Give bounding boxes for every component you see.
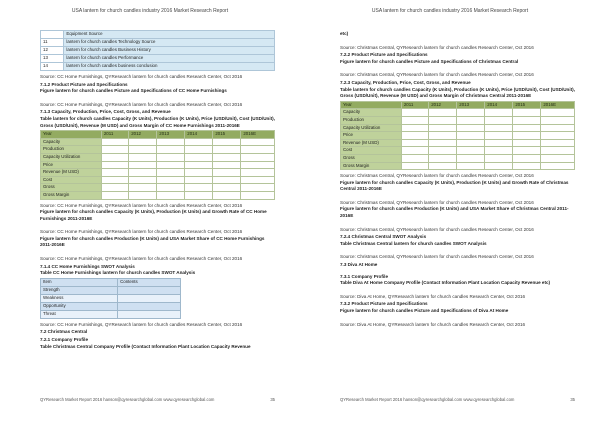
left-page-content bbox=[40, 30, 275, 350]
source-note: Source: Christmas Central, QYResearch lantern for church candles Research Center, Oct 2016 bbox=[340, 226, 534, 232]
row-label: Gross Margin bbox=[341, 162, 402, 170]
table-row bbox=[341, 132, 575, 140]
table-row bbox=[41, 47, 275, 55]
row-label: Revenue (M USD) bbox=[41, 169, 102, 177]
year-header: 2011 bbox=[401, 101, 428, 109]
year-header: 2012 bbox=[429, 101, 457, 109]
page-number: 35 bbox=[570, 397, 575, 402]
table-row bbox=[41, 161, 275, 169]
table-caption: Table Diva At Home Company Profile (Contact Information Plant Location Capacity Revenue etc) bbox=[340, 280, 551, 286]
swot-item: Weakness bbox=[41, 294, 118, 302]
year-header: 2011 bbox=[101, 131, 128, 139]
row-number: 13 bbox=[41, 55, 64, 63]
table-caption: Table CC Home Furnishings lantern for church candles SWOT Analysis bbox=[40, 270, 196, 276]
table-header-row bbox=[41, 131, 275, 139]
figure-caption: Figure lantern for church candles Picture and Specifications of Diva At Home bbox=[340, 308, 509, 313]
year-header: 2013 bbox=[157, 131, 185, 139]
table-row bbox=[41, 55, 275, 63]
figure-caption: Figure lantern for church candles Capacity (K Units), Production (K Units) and Growth Rate of Christmas Central 2011-2016E bbox=[340, 179, 569, 192]
row-label: Gross Margin bbox=[41, 191, 102, 199]
table-row bbox=[341, 124, 575, 132]
capacity-table bbox=[340, 101, 575, 170]
table-row bbox=[341, 154, 575, 162]
table-row bbox=[341, 162, 575, 170]
table-row bbox=[41, 286, 181, 294]
row-label: Cost bbox=[41, 176, 102, 184]
table-row bbox=[41, 310, 181, 318]
source-note: Source: CC Home Furnishings, QYResearch lantern for church candles Research Center, Oct 2016 bbox=[40, 229, 243, 235]
table-row bbox=[41, 169, 275, 177]
table-row bbox=[341, 109, 575, 117]
row-label: Gross bbox=[341, 154, 402, 162]
year-header: 2015 bbox=[513, 101, 541, 109]
table-row bbox=[41, 176, 275, 184]
table-row bbox=[41, 31, 275, 39]
row-label: Capacity Utilization bbox=[341, 124, 402, 132]
section-heading: 7.2.1 Company Profile bbox=[40, 337, 88, 343]
source-note: Source: CC Home Furnishings, QYResearch lantern for church candles Research Center, Oct 2016 bbox=[40, 321, 243, 327]
source-note: Source: CC Home Furnishings, QYResearch lantern for church candles Research Center, Oct 2016 bbox=[40, 256, 243, 262]
table-caption: Table Christmas Central lantern for church candles SWOT Analysis bbox=[340, 240, 487, 246]
footer-text: QYResearch Market Report 2016 hanson@qyresearchglobal.com www.qyresearchglobal.com bbox=[340, 397, 515, 402]
source-note: Source: CC Home Furnishings, QYResearch lantern for church candles Research Center, Oct 2016 bbox=[40, 74, 243, 79]
row-label: Gross bbox=[41, 184, 102, 192]
figure-caption: Figure lantern for church candles Picture and Specifications of CC Home Furnishings bbox=[40, 88, 227, 94]
row-label: Cost bbox=[341, 147, 402, 155]
table-row bbox=[341, 116, 575, 124]
swot-header: Contents bbox=[118, 278, 181, 286]
row-number: 14 bbox=[41, 63, 64, 71]
source-note: Source: Christmas Central, QYResearch lantern for church candles Research Center, Oct 2016 bbox=[340, 254, 534, 260]
row-text: lantern for church candles Performance bbox=[64, 55, 275, 63]
year-header: 2016E bbox=[241, 131, 275, 139]
row-label: Production bbox=[341, 116, 402, 124]
page-header: USA lantern for church candles industry 2016 Market Research Report bbox=[71, 8, 229, 14]
table-row bbox=[41, 302, 181, 310]
row-label: Production bbox=[41, 146, 102, 154]
figure-caption: Figure lantern for church candles Production (K Units) and USA Market Share of Christmas Central 2011-2016E bbox=[340, 206, 569, 219]
year-header: Year bbox=[41, 131, 102, 139]
source-note: Source: CC Home Furnishings, QYResearch lantern for church candles Research Center, Oct 2016 bbox=[40, 101, 243, 107]
table-row bbox=[41, 294, 181, 302]
row-label: Capacity Utilization bbox=[41, 153, 102, 161]
page-footer bbox=[40, 397, 275, 402]
source-note: Source: Diva At Home, QYResearch lantern for church candles Research Center, Oct 2016 bbox=[340, 321, 526, 327]
table-caption: Table lantern for church candles Capacity (K Units), Production (K Units), Price (USD/Unit), Cost (USD/Unit), Gross (USD/Unit), Revenue (M USD) and Gross Margin of CC Home Furnishings 2011-2016E bbox=[40, 115, 275, 128]
table-row bbox=[41, 146, 275, 154]
table-row bbox=[41, 191, 275, 199]
year-header: 2014 bbox=[185, 131, 213, 139]
year-header: Year bbox=[341, 101, 402, 109]
table-row bbox=[41, 184, 275, 192]
section-heading: 7.2.4 Christmas Central SWOT Analysis bbox=[340, 234, 427, 240]
row-label: Revenue (M USD) bbox=[341, 139, 402, 147]
source-note: Source: Christmas Central, QYResearch lantern for church candles Research Center, Oct 2016 bbox=[340, 199, 534, 205]
table-row bbox=[341, 147, 575, 155]
right-page-content bbox=[340, 30, 575, 328]
row-label: Capacity bbox=[41, 138, 102, 146]
right-page bbox=[300, 0, 600, 424]
table-caption: Table Christmas Central Company Profile (Contact Information Plant Location Capacity Revenue bbox=[40, 343, 251, 349]
year-header: 2014 bbox=[485, 101, 513, 109]
source-note: Source: Diva At Home, QYResearch lantern for church candles Research Center, Oct 2016 bbox=[340, 293, 526, 299]
row-label: Price bbox=[341, 132, 402, 140]
figure-caption: Figure lantern for church candles Picture and Specifications of Christmas Central bbox=[340, 58, 519, 64]
source-note: Source: Christmas Central, QYResearch lantern for church candles Research Center, Oct 2016 bbox=[340, 173, 534, 179]
source-note: Source: Christmas Central, QYResearch lantern for church candles Research Center, Oct 2016 bbox=[340, 72, 534, 78]
row-label: Price bbox=[41, 161, 102, 169]
footer-text: QYResearch Market Report 2016 hanson@qyresearchglobal.com www.qyresearchglobal.com bbox=[40, 397, 215, 402]
row-number: 11 bbox=[41, 39, 64, 47]
swot-item: Strength bbox=[41, 286, 118, 294]
year-header: 2016E bbox=[541, 101, 575, 109]
page-header: USA lantern for church candles industry 2016 Market Research Report bbox=[371, 8, 529, 14]
section-heading: 7.2 Christmas Central bbox=[40, 329, 88, 335]
continued-text: etc) bbox=[340, 31, 349, 36]
table-row bbox=[41, 39, 275, 47]
swot-item: Opportunity bbox=[41, 302, 118, 310]
capacity-table bbox=[40, 130, 275, 199]
page-number: 35 bbox=[270, 397, 275, 402]
source-note: Source: CC Home Furnishings, QYResearch lantern for church candles Research Center, Oct 2016 bbox=[40, 202, 243, 208]
row-text: lantern for church candles Technology Source bbox=[64, 39, 275, 47]
source-note: Source: Christmas Central, QYResearch lantern for church candles Research Center, Oct 2016 bbox=[340, 44, 534, 50]
page-footer bbox=[340, 397, 575, 402]
section-heading: 7.3 Diva At Home bbox=[340, 262, 378, 268]
figure-caption: Figure lantern for church candles Capacity (K Units), Production (K Units) and Growth Rate of CC Home Furnishings 2011-2016E bbox=[40, 209, 267, 221]
table-header-row bbox=[41, 278, 181, 286]
row-number: 12 bbox=[41, 47, 64, 55]
section-heading: 7.1.2 Product Picture and Specifications bbox=[40, 81, 128, 87]
row-number bbox=[41, 31, 64, 39]
figure-caption: Figure lantern for church candles Production (K Units) and USA Market Share of CC Home Furnishings 2011-2016E bbox=[40, 235, 265, 248]
year-header: 2013 bbox=[457, 101, 485, 109]
table-caption: Table lantern for church candles Capacity (K Units), Production (K Units), Price (USD/Unit), Cost (USD/Unit), Gross (USD/Unit), Revenue (M USD) and Gross Margin of Christmas Central 2011-2016E bbox=[340, 86, 575, 99]
toc-table bbox=[40, 30, 275, 71]
table-row bbox=[41, 63, 275, 71]
row-text: lantern for church candles Business History bbox=[64, 47, 275, 55]
row-text: lantern for church candles business conclusion bbox=[64, 63, 275, 71]
table-row bbox=[41, 153, 275, 161]
row-text: Equipment Source bbox=[64, 31, 275, 39]
year-header: 2012 bbox=[129, 131, 157, 139]
section-heading: 7.3.2 Product Picture and Specifications bbox=[340, 301, 428, 307]
swot-header: Item bbox=[41, 278, 118, 286]
section-heading: 7.1.3 Capacity, Production, Price, Cost, Gross, and Revenue bbox=[40, 109, 171, 115]
swot-item: Threat bbox=[41, 310, 118, 318]
table-row bbox=[41, 138, 275, 146]
table-row bbox=[341, 139, 575, 147]
year-header: 2015 bbox=[213, 131, 241, 139]
row-label: Capacity bbox=[341, 109, 402, 117]
section-heading: 7.1.4 CC Home Furnishings SWOT Analysis bbox=[40, 263, 135, 269]
section-heading: 7.3.1 Company Profile bbox=[340, 273, 388, 279]
swot-table bbox=[40, 278, 181, 319]
section-heading: 7.2.2 Product Picture and Specifications bbox=[340, 52, 428, 58]
table-header-row bbox=[341, 101, 575, 109]
section-heading: 7.2.3 Capacity, Production, Price, Cost, Gross, and Revenue bbox=[340, 79, 471, 85]
